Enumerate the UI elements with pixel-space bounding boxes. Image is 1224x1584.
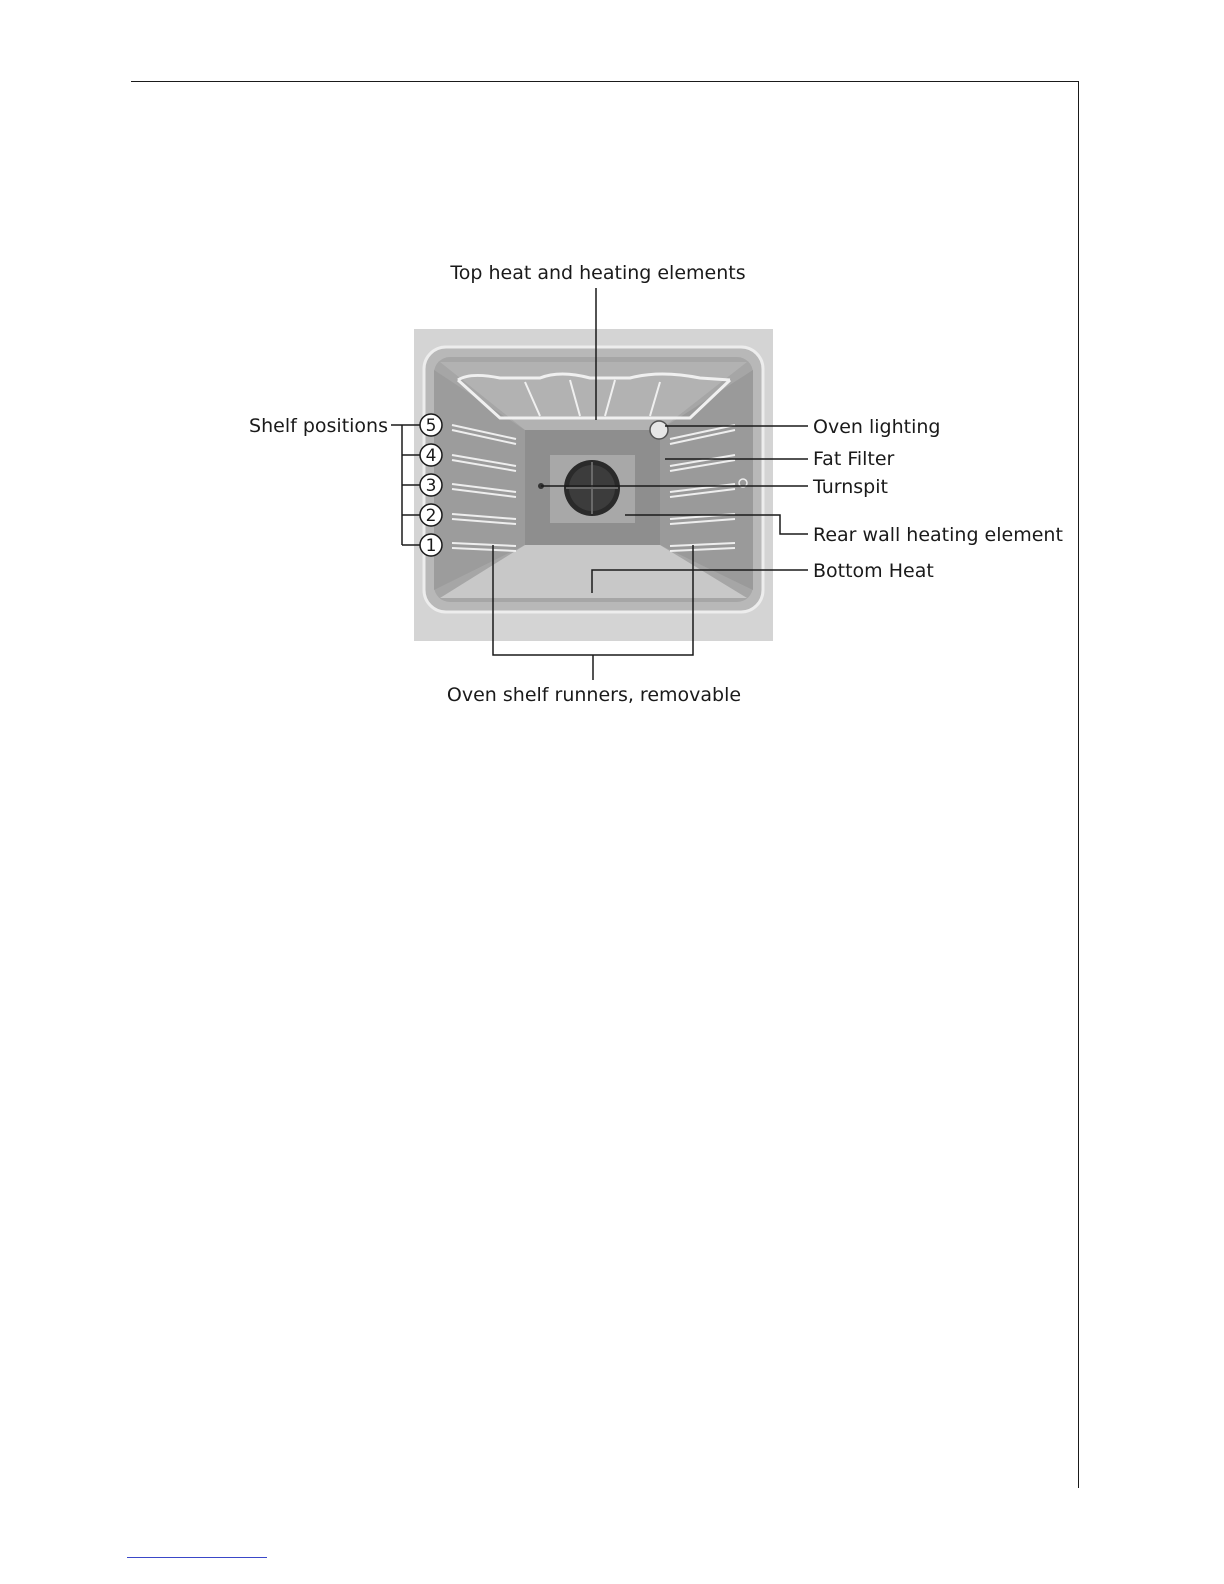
label-turnspit: Turnspit — [813, 476, 888, 498]
label-top-heat: Top heat and heating elements — [450, 262, 746, 284]
label-rear-wall-heating: Rear wall heating element — [813, 524, 1063, 546]
shelf-number-4: 4 — [425, 446, 437, 466]
oven-photo — [414, 329, 773, 641]
shelf-number-3: 3 — [425, 476, 437, 496]
shelf-number-2: 2 — [425, 506, 437, 526]
shelf-number-5: 5 — [425, 416, 437, 436]
shelf-number-1: 1 — [425, 536, 437, 556]
label-fat-filter: Fat Filter — [813, 448, 895, 470]
label-shelf-positions: Shelf positions — [249, 415, 388, 437]
footer-link-underline[interactable] — [127, 1557, 267, 1558]
label-shelf-runners: Oven shelf runners, removable — [446, 684, 742, 706]
label-oven-lighting: Oven lighting — [813, 416, 941, 438]
label-bottom-heat: Bottom Heat — [813, 560, 934, 582]
